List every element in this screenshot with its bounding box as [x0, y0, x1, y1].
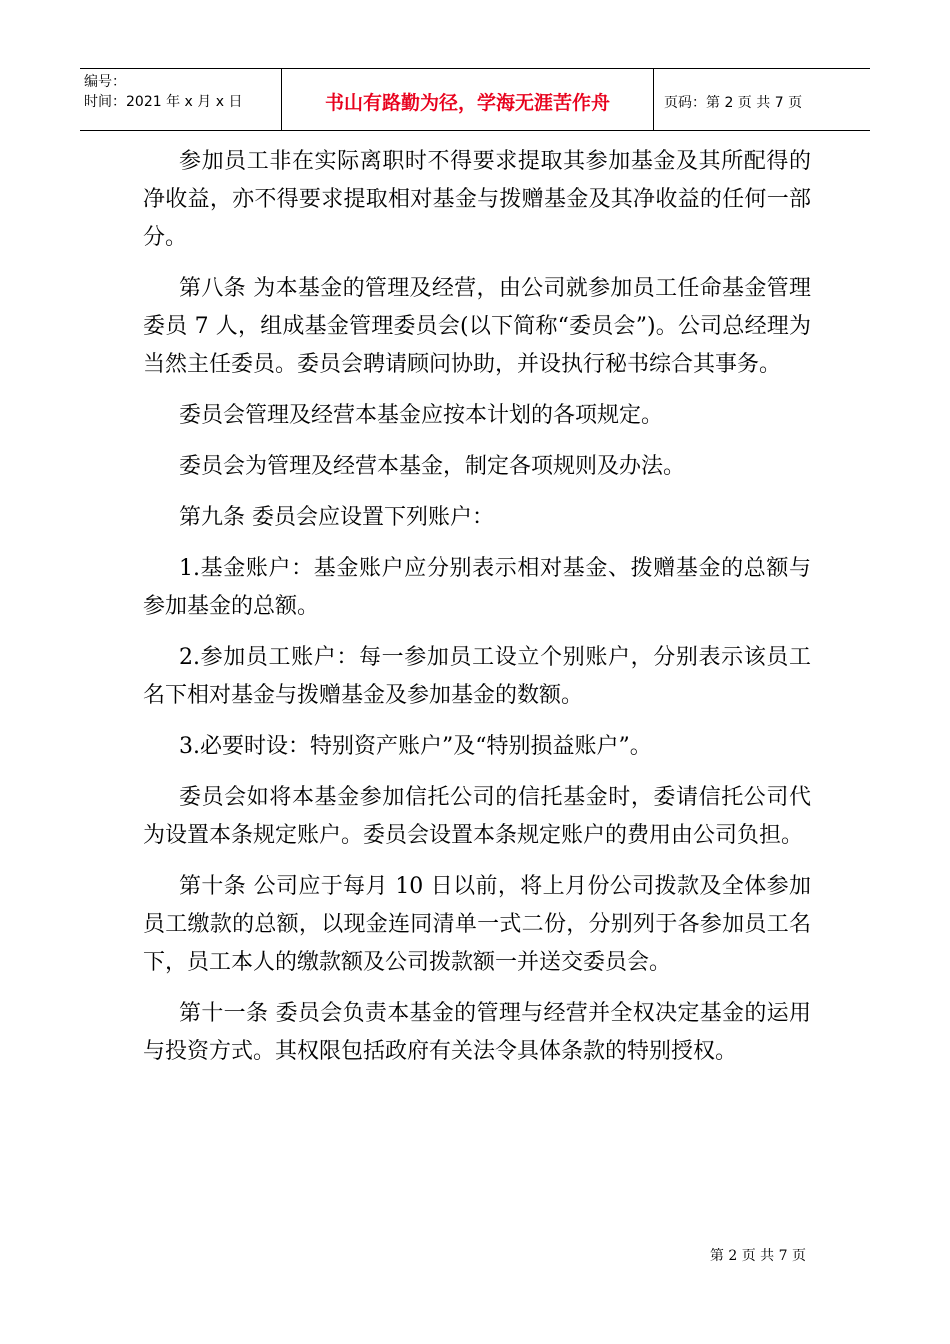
paragraph: 第十条 公司应于每月 10 日以前，将上月份公司拨款及全体参加员工缴款的总额，以现金连同清单一式二份，分别列于各参加员工名下，员工本人的缴款额及公司拨款额一并送交委员会。 — [143, 874, 811, 975]
page-header — [80, 68, 870, 131]
paragraph: 第八条 为本基金的管理及经营，由公司就参加员工任命基金管理委员 7 人，组成基金管理委员会(以下简称“委员会”)。公司总经理为当然主任委员。委员会聘请顾问协助，并设执行秘书综合其事务。 — [143, 276, 811, 377]
paragraph: 第十一条 委员会负责本基金的管理与经营并全权决定基金的运用与投资方式。其权限包括政府有关法令具体条款的特别授权。 — [143, 1001, 811, 1064]
document-body — [143, 143, 811, 1084]
paragraph: 委员会为管理及经营本基金，制定各项规则及办法。 — [179, 454, 686, 479]
paragraph: 3.必要时设：特别资产账户”及“特别损益账户”。 — [179, 734, 652, 759]
document-date-label: 时间：2021 年 x 月 x 日 — [84, 94, 243, 110]
header-page-number: 页码：第 2 页 共 7 页 — [664, 94, 803, 111]
header-info-cell — [80, 69, 282, 130]
header-motto: 书山有路勤为径，学海无涯苦作舟 — [282, 69, 654, 130]
paragraph: 2.参加员工账户：每一参加员工设立个别账户，分别表示该员工名下相对基金与拨赠基金及参加基金的数额。 — [143, 645, 811, 708]
document-number-label: 编号： — [84, 74, 126, 90]
paragraph: 委员会管理及经营本基金应按本计划的各项规定。 — [179, 403, 664, 428]
paragraph: 1.基金账户：基金账户应分别表示相对基金、拨赠基金的总额与参加基金的总额。 — [143, 556, 811, 619]
paragraph: 委员会如将本基金参加信托公司的信托基金时，委请信托公司代为设置本条规定账户。委员会设置本条规定账户的费用由公司负担。 — [143, 785, 811, 848]
page-footer: 第 2 页 共 7 页 — [709, 1248, 806, 1264]
paragraph: 参加员工非在实际离职时不得要求提取其参加基金及其所配得的净收益，亦不得要求提取相对基金与拨赠基金及其净收益的任何一部分。 — [143, 149, 811, 250]
paragraph: 第九条 委员会应设置下列账户： — [179, 505, 494, 530]
